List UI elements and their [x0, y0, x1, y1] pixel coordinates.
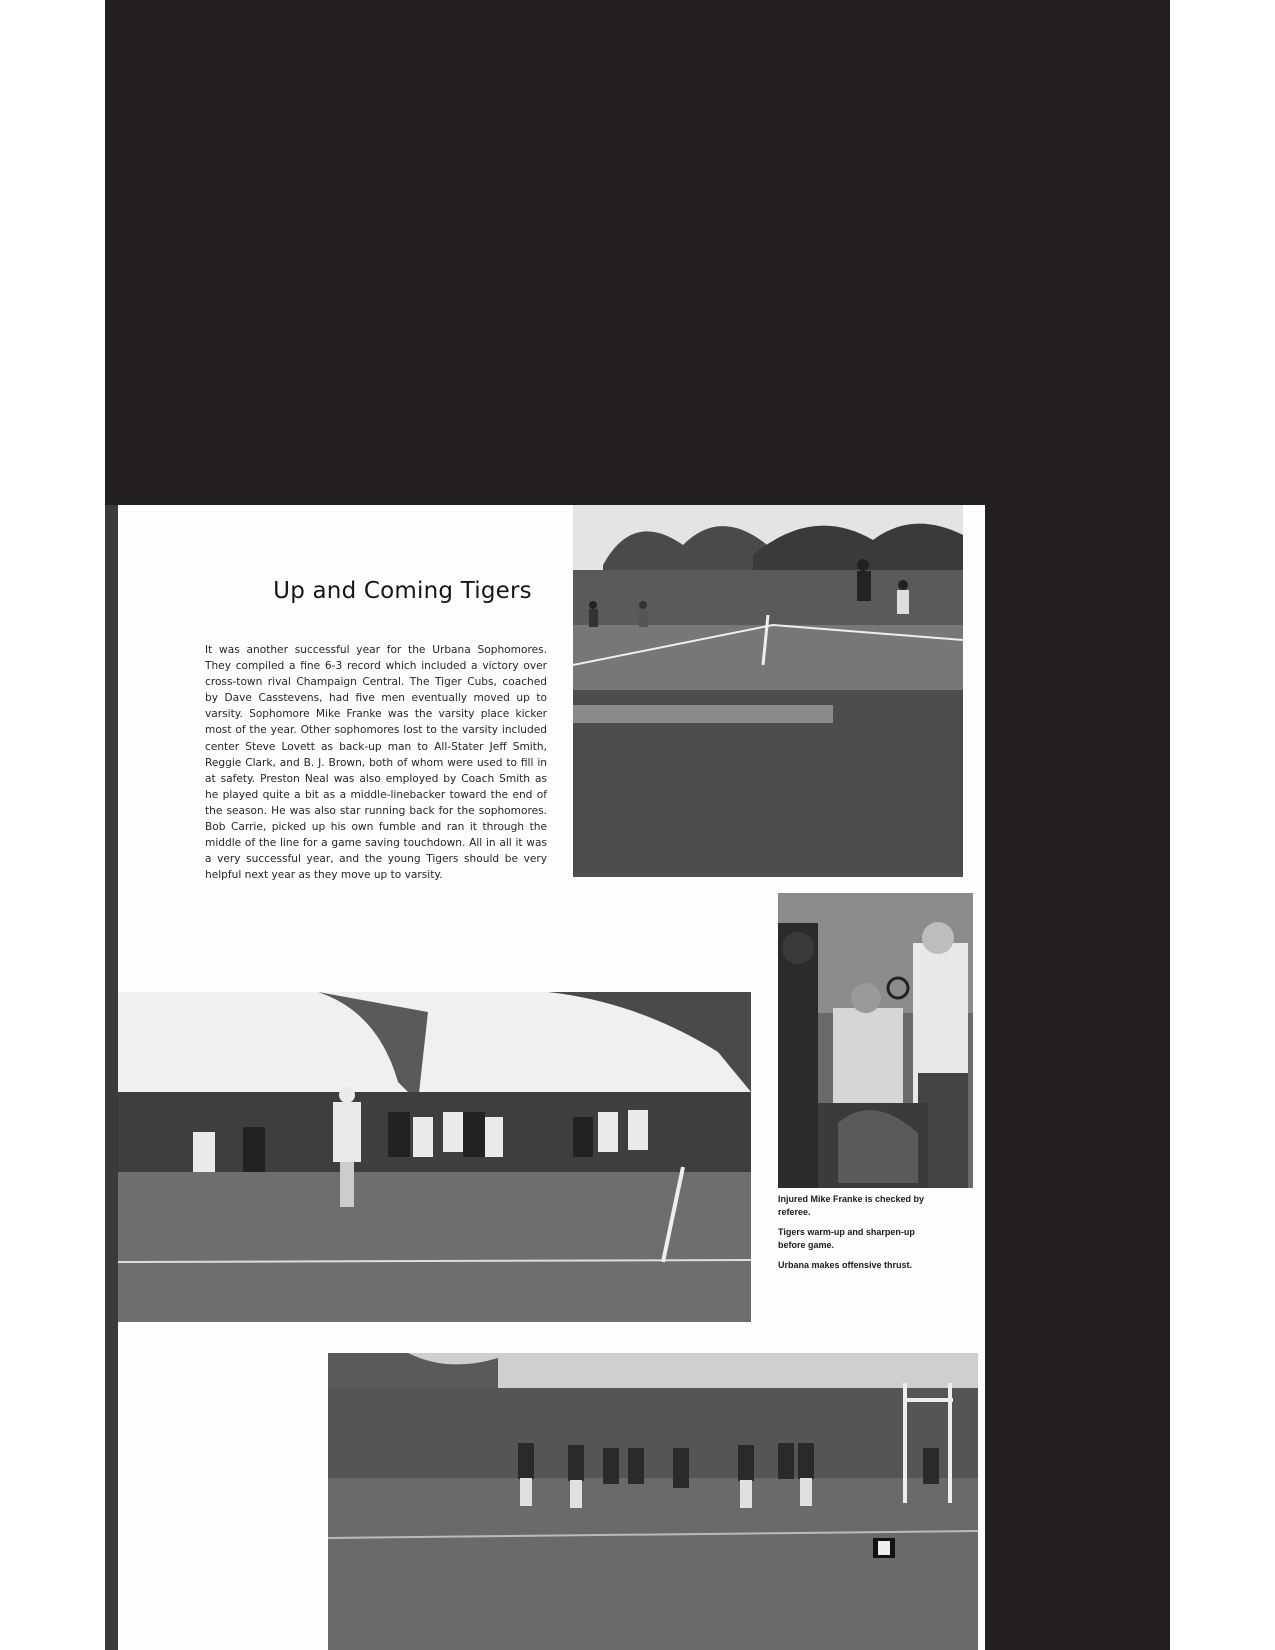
caption-warm-up: Tigers warm-up and sharpen-up before game.: [778, 1227, 915, 1250]
warm-up-photo: [573, 505, 963, 877]
article-body: It was another successful year for the Urbana Sophomores. They compiled a fine 6-3 record which included a victory over cross-town rival Champaign Central. The Tiger Cubs, coached by Dave Casstevens, had five men eventually moved up to varsity. Sophomore Mike Franke was the varsity place kicker most of the year. Other sophomores lost to the varsity included center Steve Lovett as back-up man to All-Stater Jeff Smith, Reggie Clark, and B. J. Brown, both of whom were used to fill in at safety. Preston Neal was also employed by Coach Smith as he played quite a bit as a middle-linebacker toward the end of the season. He was also star running back for the sophomores. Bob Carrie, picked up his own fumble and ran it through the middle of the line for a game saving touchdown. All in all it was a very successful year, and the young Tigers should be very helpful next year as they move up to varsity.: [205, 644, 547, 882]
field-play-photo: [328, 1353, 978, 1650]
injured-player-photo: [778, 893, 973, 1188]
scan-background-top: [105, 0, 1170, 505]
caption-injured-player: Injured Mike Franke is checked by referee.: [778, 1194, 925, 1217]
offensive-thrust-photo: [118, 992, 751, 1322]
photo-captions: [778, 1193, 928, 1280]
scan-background-right: [985, 505, 1170, 1650]
caption-offensive-thrust: Urbana makes offensive thrust.: [778, 1260, 913, 1270]
page-edge-strip: [105, 505, 118, 1650]
article-title: Up and Coming Tigers: [273, 578, 532, 604]
